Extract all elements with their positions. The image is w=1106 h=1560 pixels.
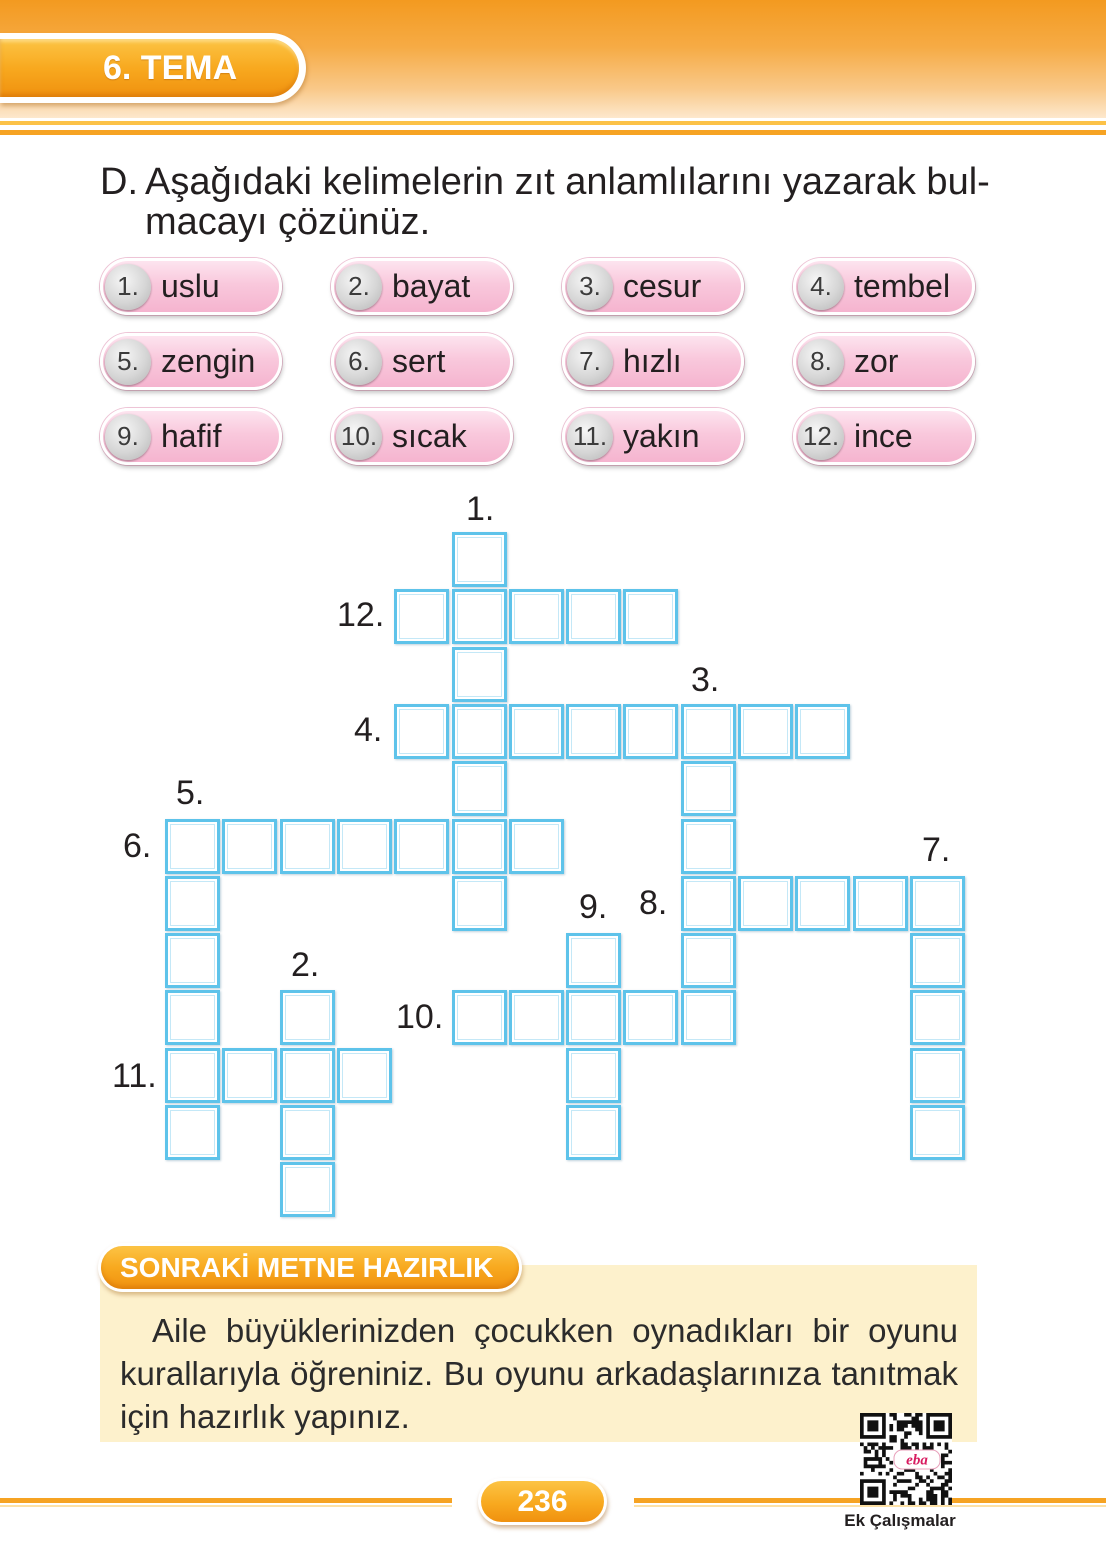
word-pill-5 <box>100 333 282 390</box>
crossword-label-6: 6. <box>123 827 152 865</box>
crossword-cell <box>910 1105 965 1160</box>
crossword-cell <box>452 876 507 931</box>
word-text: uslu <box>161 268 220 304</box>
crossword-cell <box>165 1048 220 1103</box>
crossword-cell <box>222 1048 277 1103</box>
crossword-cell <box>165 876 220 931</box>
crossword-cell <box>623 990 678 1045</box>
crossword-cell <box>910 1048 965 1103</box>
crossword-cell <box>795 876 850 931</box>
word-pill-11 <box>562 408 744 465</box>
word-number: 12. <box>798 414 844 460</box>
crossword-label-1: 1. <box>466 490 495 528</box>
crossword-cell <box>910 876 965 931</box>
crossword-cell <box>795 704 850 759</box>
word-pill-1 <box>100 258 282 315</box>
crossword-cell <box>509 819 564 874</box>
word-number: 6. <box>336 339 382 385</box>
word-text: zengin <box>161 343 256 379</box>
crossword-cell <box>509 704 564 759</box>
word-number: 3. <box>567 264 613 310</box>
crossword-label-9: 9. <box>579 888 608 926</box>
word-number: 7. <box>567 339 613 385</box>
word-list <box>100 258 975 465</box>
page-number-badge <box>478 1478 607 1525</box>
crossword-label-11: 11. <box>112 1057 157 1095</box>
word-text: sert <box>392 343 446 379</box>
preparation-line: Aile büyüklerinizden çocukken oynadıkları bir oyunu <box>152 1312 958 1349</box>
page-number-badge-fill <box>481 1481 604 1522</box>
crossword-cell <box>165 933 220 988</box>
exercise-letter: D. <box>100 161 138 203</box>
crossword-cell <box>566 990 621 1045</box>
word-number: 8. <box>798 339 844 385</box>
word-pill-3 <box>562 258 744 315</box>
crossword-cell <box>280 819 335 874</box>
theme-badge <box>0 33 306 103</box>
word-pill-6 <box>331 333 513 390</box>
crossword-cell <box>337 819 392 874</box>
crossword-cell <box>165 1105 220 1160</box>
crossword-cell <box>681 876 736 931</box>
crossword-label-12: 12. <box>337 596 385 634</box>
word-text: tembel <box>854 268 951 304</box>
word-pill-7 <box>562 333 744 390</box>
word-pill-12 <box>793 408 975 465</box>
crossword-cell <box>910 933 965 988</box>
crossword-cell <box>623 704 678 759</box>
crossword-label-8: 8. <box>639 884 668 922</box>
crossword-cell <box>566 933 621 988</box>
crossword-cell <box>394 704 449 759</box>
footer-rule <box>0 1498 452 1503</box>
crossword-cell <box>681 819 736 874</box>
crossword-cell <box>280 1162 335 1217</box>
crossword-cell <box>566 1105 621 1160</box>
page-number: 236 <box>517 1485 568 1518</box>
qr-code <box>860 1413 952 1505</box>
crossword-label-2: 2. <box>291 946 320 984</box>
crossword-cell <box>452 704 507 759</box>
crossword-label-3: 3. <box>691 661 720 699</box>
word-text: hızlı <box>623 343 682 379</box>
crossword-cell <box>394 589 449 644</box>
crossword-cell <box>452 532 507 587</box>
word-pill-8 <box>793 333 975 390</box>
qr-finder-top-right <box>926 1413 952 1439</box>
crossword-cell <box>509 990 564 1045</box>
crossword-cell <box>566 704 621 759</box>
exercise-instruction <box>100 162 1000 242</box>
preparation-text <box>120 1309 958 1438</box>
theme-badge-fill <box>0 39 299 97</box>
qr-finder-bottom-left <box>860 1479 886 1505</box>
crossword-cell <box>165 990 220 1045</box>
crossword-cell <box>280 1048 335 1103</box>
crossword-cell <box>165 819 220 874</box>
crossword-cell <box>280 990 335 1045</box>
qr-caption: Ek Çalışmalar <box>844 1511 956 1530</box>
word-number: 1. <box>105 264 151 310</box>
word-number: 11. <box>567 414 613 460</box>
theme-label: 6. TEMA <box>103 49 238 87</box>
crossword-cell <box>394 819 449 874</box>
word-number: 5. <box>105 339 151 385</box>
word-text: hafif <box>161 418 222 454</box>
crossword-cell <box>222 819 277 874</box>
qr-logo <box>894 1450 940 1469</box>
word-number: 2. <box>336 264 382 310</box>
word-pill-10 <box>331 408 513 465</box>
crossword-cell <box>738 876 793 931</box>
qr-finder-top-left <box>860 1413 886 1439</box>
header-rule <box>0 121 1106 125</box>
crossword-cell <box>452 819 507 874</box>
crossword-cell <box>337 1048 392 1103</box>
word-pill-9 <box>100 408 282 465</box>
word-number: 9. <box>105 414 151 460</box>
crossword-label-4: 4. <box>354 711 383 749</box>
preparation-title: SONRAKİ METNE HAZIRLIK <box>120 1252 494 1283</box>
crossword-cell <box>452 647 507 702</box>
crossword-cell <box>280 1105 335 1160</box>
crossword-cell <box>452 761 507 816</box>
header-rule <box>0 130 1106 135</box>
crossword-cell <box>910 990 965 1045</box>
crossword-cell <box>452 589 507 644</box>
crossword-label-7: 7. <box>922 831 951 869</box>
crossword-cell <box>566 589 621 644</box>
crossword-label-10: 10. <box>396 998 444 1036</box>
crossword-cell <box>452 990 507 1045</box>
crossword-cell <box>681 704 736 759</box>
word-text: bayat <box>392 268 471 304</box>
word-number: 10. <box>336 414 382 460</box>
crossword-cell <box>853 876 908 931</box>
preparation-tab <box>98 1243 522 1292</box>
word-text: cesur <box>623 268 702 304</box>
qr-logo-text: eba <box>906 1452 928 1469</box>
preparation-line: için hazırlık yapınız. <box>120 1398 410 1435</box>
word-pill-2 <box>331 258 513 315</box>
crossword <box>165 532 967 1218</box>
crossword-cell <box>509 589 564 644</box>
preparation-line: kurallarıyla öğreniniz. Bu oyunu arkadaşlarınıza tanıtmak <box>120 1355 958 1392</box>
crossword-cell <box>681 761 736 816</box>
crossword-cell <box>738 704 793 759</box>
word-text: yakın <box>623 418 700 454</box>
word-text: sıcak <box>392 418 467 454</box>
crossword-label-5: 5. <box>176 774 205 812</box>
instruction-line: macayı çözünüz. <box>145 201 431 243</box>
crossword-cell <box>681 990 736 1045</box>
crossword-cell <box>566 1048 621 1103</box>
footer-rule <box>0 1505 452 1507</box>
crossword-cell <box>681 933 736 988</box>
word-text: ince <box>854 418 913 454</box>
word-number: 4. <box>798 264 844 310</box>
word-pill-4 <box>793 258 975 315</box>
crossword-cell <box>623 589 678 644</box>
footer-rule <box>634 1505 1106 1507</box>
word-text: zor <box>854 343 899 379</box>
preparation-tab-fill <box>101 1246 519 1289</box>
instruction-line: Aşağıdaki kelimelerin zıt anlamlılarını yazarak bul- <box>145 161 990 203</box>
